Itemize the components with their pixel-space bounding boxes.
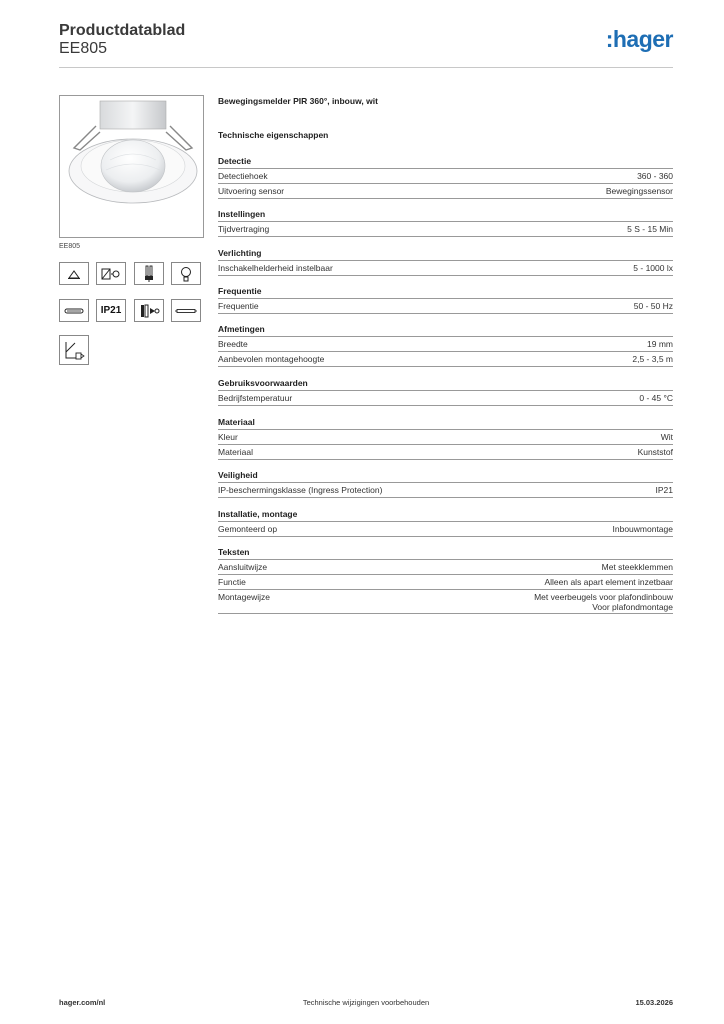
spec-key: Aansluitwijze: [218, 562, 268, 572]
logo-text: hager: [612, 26, 673, 52]
spec-value: 360 - 360: [637, 171, 673, 181]
spec-key: Functie: [218, 577, 246, 587]
section-title: Veiligheid: [218, 470, 673, 483]
spec-value: 0 - 45 °C: [639, 393, 673, 403]
spec-row: [218, 590, 673, 614]
spec-key: Frequentie: [218, 301, 259, 311]
spec-row: [218, 391, 673, 406]
spec-value-line: Voor plafondmontage: [592, 602, 673, 612]
spec-row: [218, 261, 673, 276]
spec-key: Montagewijze: [218, 592, 270, 602]
section-title: Instellingen: [218, 209, 673, 222]
hager-logo: :hager: [605, 26, 673, 52]
spec-key: Materiaal: [218, 447, 253, 457]
tech-heading: Technische eigenschappen: [218, 130, 329, 140]
spec-value: 5 S - 15 Min: [627, 224, 673, 234]
section-title: Afmetingen: [218, 324, 673, 337]
spec-key: Aanbevolen montagehoogte: [218, 354, 325, 364]
document-title: Productdatablad: [59, 22, 186, 39]
bulb-icon: [171, 262, 201, 285]
section-title: Teksten: [218, 547, 673, 560]
led-strip-icon: [59, 299, 89, 322]
motor-output-icon: [134, 299, 164, 322]
spec-key: Uitvoering sensor: [218, 186, 285, 196]
spec-value: IP21: [655, 485, 673, 495]
spec-row: [218, 169, 673, 184]
spec-key: IP-beschermingsklasse (Ingress Protection): [218, 485, 383, 495]
ceiling-mount-icon: [59, 262, 89, 285]
wiring-diagram-icon: [59, 335, 89, 365]
spec-value: 2,5 - 3,5 m: [632, 354, 673, 364]
spec-key: Kleur: [218, 432, 238, 442]
spec-row: [218, 575, 673, 590]
spec-row: [218, 483, 673, 498]
tube-lamp-icon: [171, 299, 201, 322]
section-title: Installatie, montage: [218, 509, 673, 522]
spec-row: [218, 445, 673, 460]
product-photo: [59, 95, 204, 238]
spec-key: Bedrijfstemperatuur: [218, 393, 293, 403]
spec-key: Detectiehoek: [218, 171, 268, 181]
section-title: Gebruiksvoorwaarden: [218, 378, 673, 391]
page-header: [59, 22, 673, 68]
section-title: Frequentie: [218, 286, 673, 299]
product-name: Bewegingsmelder PIR 360°, inbouw, wit: [218, 96, 378, 106]
photo-caption: EE805: [59, 243, 81, 250]
footer-website: hager.com/nl: [59, 998, 106, 1007]
fluorescent-lamp-icon: [134, 262, 164, 285]
spec-row: [218, 184, 673, 199]
spec-value: Bewegingssensor: [605, 186, 673, 196]
spec-key: Breedte: [218, 339, 248, 349]
section-title: Verlichting: [218, 248, 673, 261]
product-code: EE805: [59, 40, 108, 57]
footer-notice: Technische wijzigingen voorbehouden: [302, 998, 430, 1007]
spec-row: [218, 352, 673, 367]
page-footer: [59, 998, 673, 1012]
lamp-dimmer-icon: [96, 262, 126, 285]
spec-value: Wit: [660, 432, 673, 442]
spec-row: [218, 522, 673, 537]
spec-value: 5 - 1000 lx: [633, 263, 673, 273]
spec-value: 50 - 50 Hz: [633, 301, 673, 311]
spec-row: [218, 222, 673, 237]
motion-sensor-image: [60, 96, 204, 238]
spec-key: Inschakelhelderheid instelbaar: [218, 263, 333, 273]
spec-value: Met steekklemmen: [601, 562, 673, 572]
spec-value: Kunststof: [637, 447, 673, 457]
spec-value: 19 mm: [647, 339, 673, 349]
spec-row: [218, 299, 673, 314]
ip-rating-label: IP21: [100, 305, 122, 316]
spec-key: Tijdvertraging: [218, 224, 270, 234]
spec-row: [218, 337, 673, 352]
spec-value: Inbouwmontage: [612, 524, 673, 534]
section-title: Materiaal: [218, 417, 673, 430]
footer-date: 15.03.2026: [635, 998, 673, 1007]
spec-value: [534, 592, 673, 612]
spec-key: Gemonteerd op: [218, 524, 278, 534]
ip-rating-badge: [96, 299, 126, 322]
spec-value-line: Met veerbeugels voor plafondinbouw: [534, 592, 673, 602]
spec-value: Alleen als apart element inzetbaar: [544, 577, 673, 587]
spec-row: [218, 430, 673, 445]
spec-row: [218, 560, 673, 575]
section-title: Detectie: [218, 156, 673, 169]
